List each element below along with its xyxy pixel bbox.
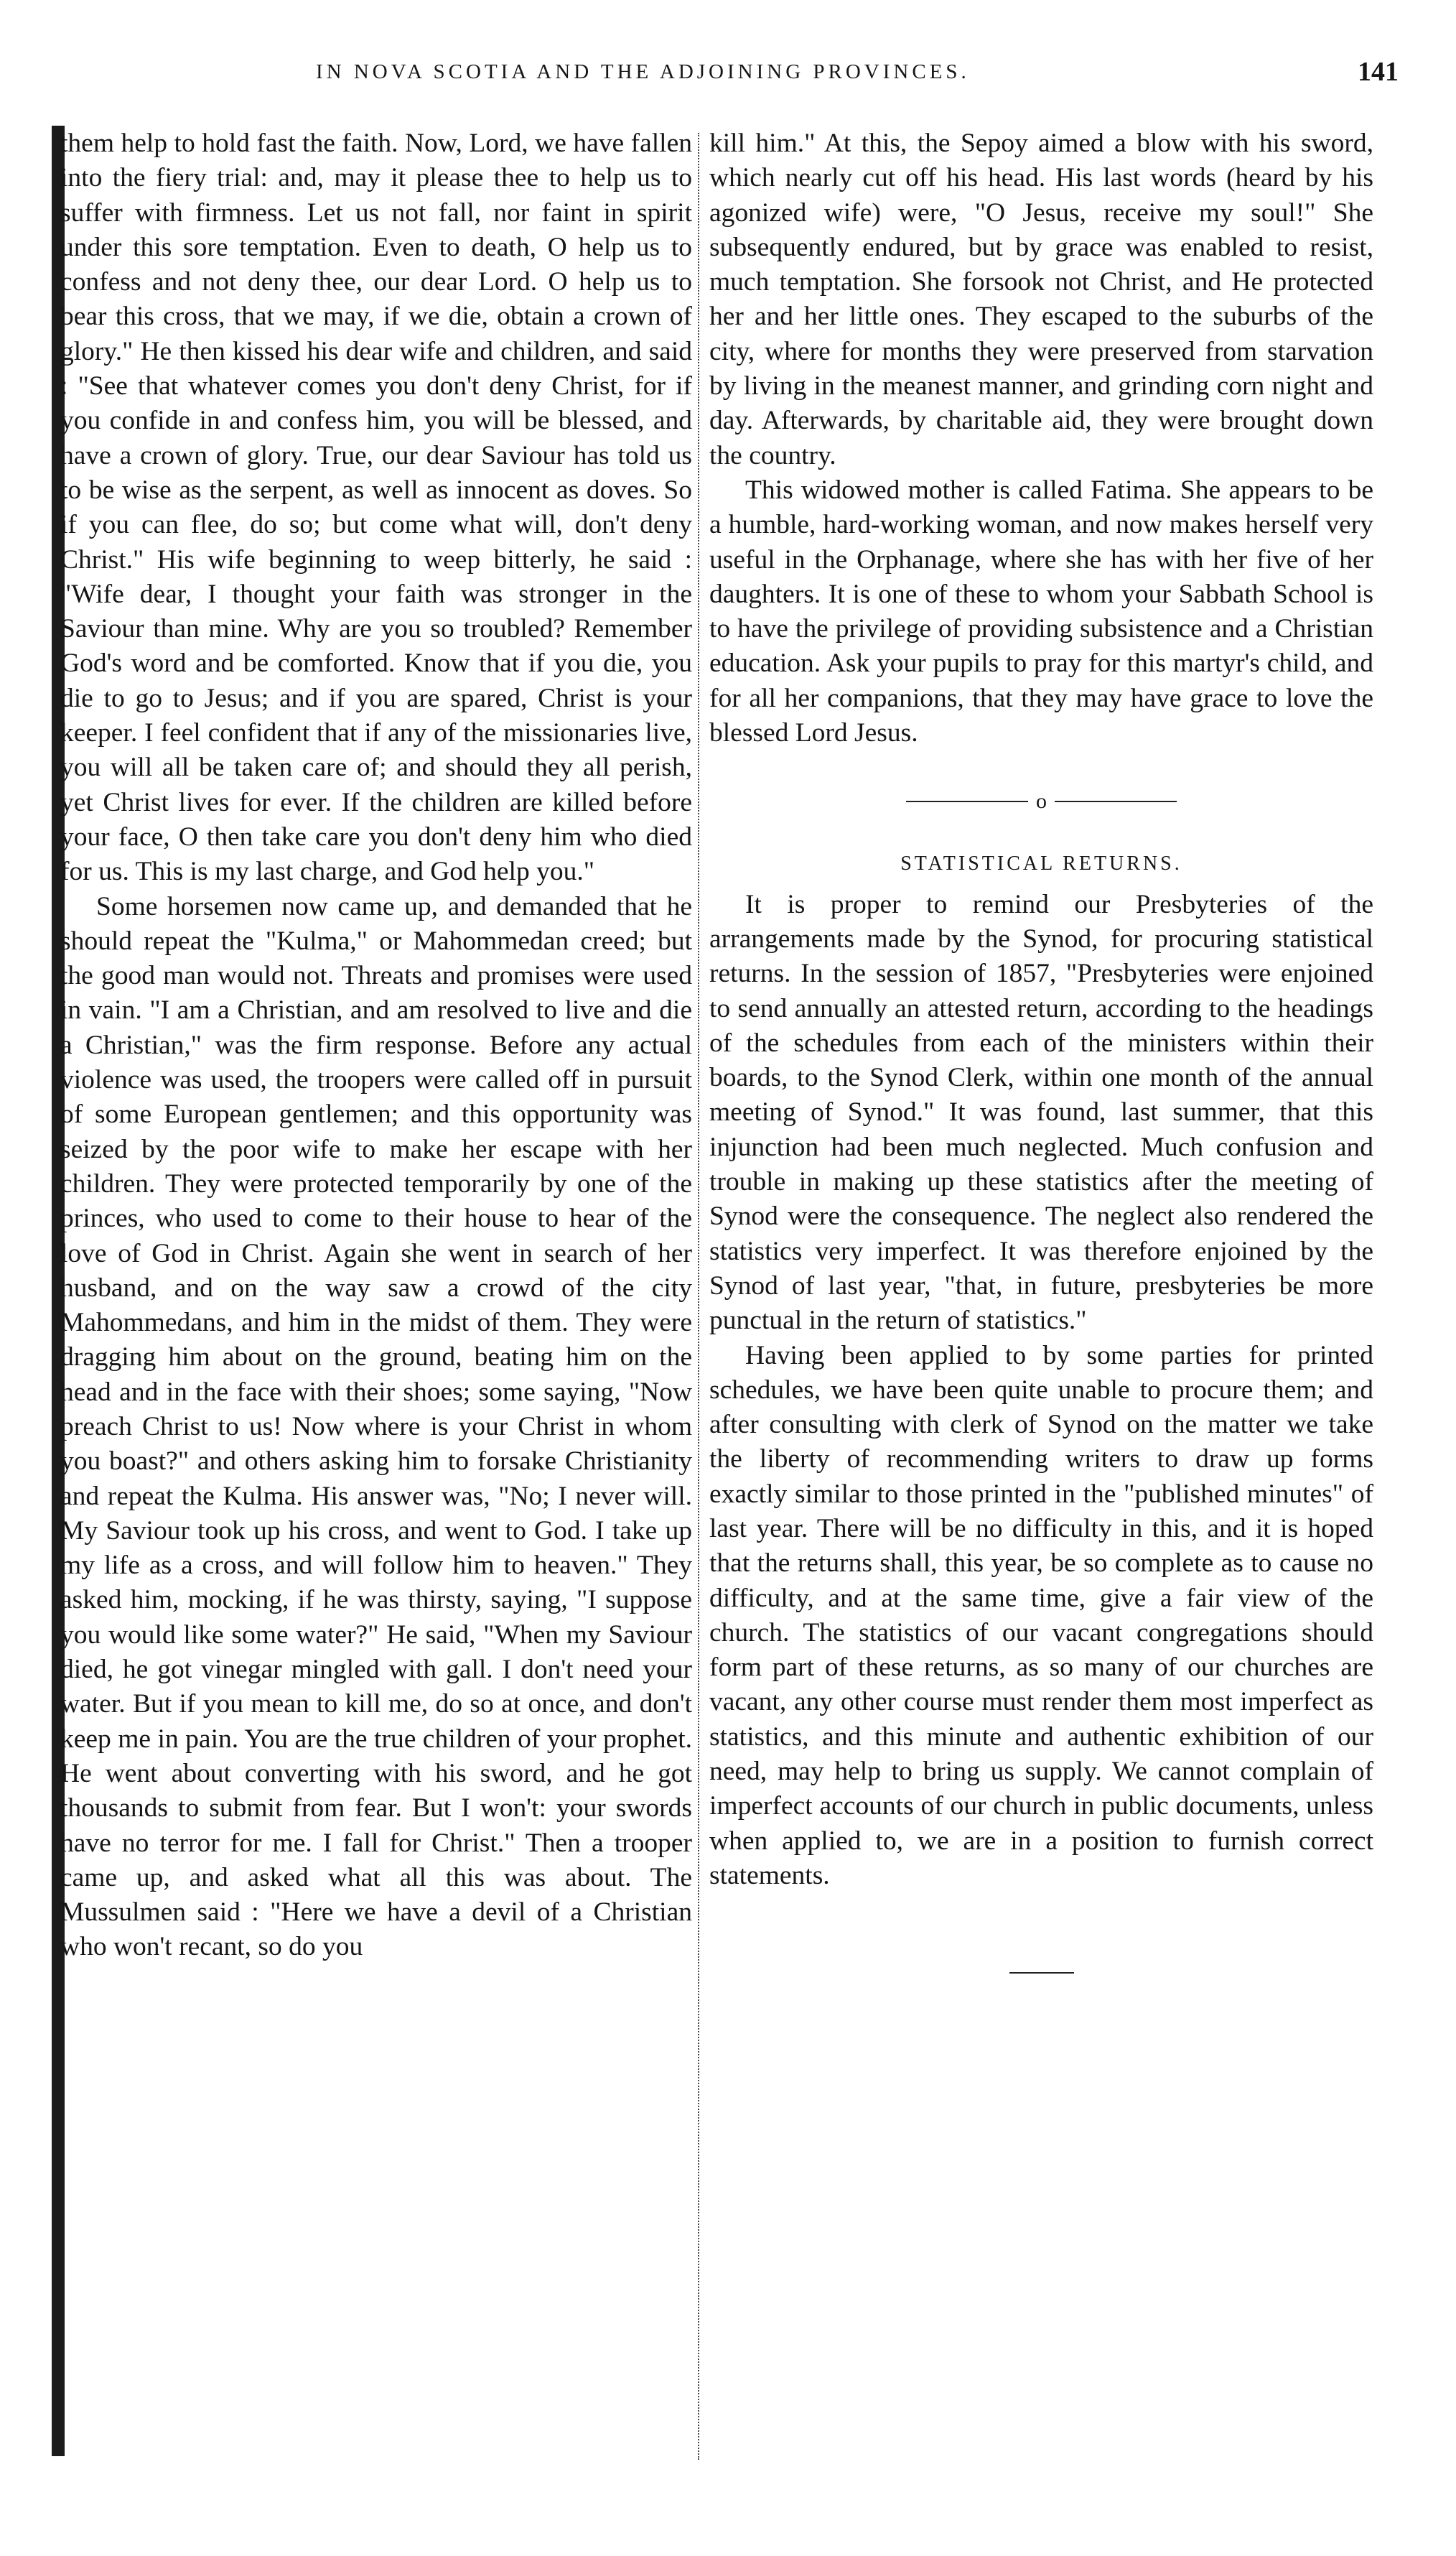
ornament-rule-right (1055, 801, 1177, 802)
end-rule (1009, 1972, 1074, 1974)
paragraph: Some horsemen now came up, and demanded that he should repeat the "Kulma," or Mahommedan creed; but the good man would not. Threats and promises were used in vain. "I am a Christian, and am resolved to live and die a Christian," was the firm response. Before any actual violence was used, the troopers were called off in pursuit of some European gentlemen; and this opportunity was seized by the poor wife to make her escape with her children. They were protected temporarily by one of the princes, who used to come to their house to hear of the love of God in Christ. Again she went in search of her husband, and on the way saw a crowd of the city Mahommedans, and him in the midst of them. They were dragging him about on the ground, beating him on the head and in the face with their shoes; some saying, "Now preach Christ to us! Now where is your Christ in whom you boast?" and others asking him to forsake Christianity and repeat the Kulma. His answer was, "No; I never will. My Saviour took up his cross, and went to God. I take up my life as a cross, and will follow him to heaven." They asked him, mocking, if he was thirsty, saying, "I suppose you would like some water?" He said, "When my Saviour died, he got vinegar mingled with gall. I don't need your water. But if you mean to kill me, do so at once, and don't keep me in pain. You are the true children of your prophet. He went about converting with his sword, and he got thousands to submit from fear. But I won't: your swords have no terror for me. I fall for Christ." Then a trooper came up, and asked what all this was about. The Mussulmen said : "Here we have a devil of a Christian who won't recant, so do you (60, 891, 692, 1962)
ornament-glyph: o (1036, 789, 1047, 813)
paragraph-continued: them help to hold fast the faith. Now, Lord, we have fallen into the fiery trial: and, may it please thee to help us to suffer with firmness. Let us not fall, nor faint in spirit under this sore temptation. Even to death, O help us to confess and not deny thee, our dear Lord. O help us to bear this cross, that we may, if we die, obtain a crown of glory." He then kissed his dear wife and children, and said : "See that whatever comes you don't deny Christ, for if you confide in and confess him, you will be blessed, and have a crown of glory. True, our dear Saviour has told us to be wise as the serpent, as well as innocent as doves. So if you can flee, do so; but come what will, don't deny Christ." His wife beginning to weep bitterly, he said : "Wife dear, I thought your faith was stronger in the Saviour than mine. Why are you so troubled? Remember God's word and be comforted. Know that if you die, you die to go to Jesus; and if you are spared, Christ is your keeper. I feel confident that if any of the missionaries live, you will all be taken care of; and should they all perish, yet Christ lives for ever. If the children are killed before your face, O then take care you don't deny him who died for us. This is my last charge, and God help you." (60, 129, 692, 887)
ornament-rule-left (906, 801, 1028, 802)
paragraph: It is proper to remind our Presbyteries of the arrangements made by the Synod, for procuring statistical returns. In the session of 1857, "Presbyteries were enjoined to send annually an attested return, according to the headings of the schedules from each of the ministers within their boards, to the Synod Clerk, within one month of the annual meeting of Synod." It was found, last summer, that this injunction had been much neglected. Much confusion and trouble in making up these statistics after the meeting of Synod were the consequence. The neglect also rendered the statistics very imperfect. It was therefore enjoined by the Synod of last year, "that, in future, presbyteries be more punctual in the return of statistics." (709, 889, 1373, 1336)
running-head: IN NOVA SCOTIA AND THE ADJOINING PROVINCES. (316, 60, 970, 83)
left-column (60, 126, 692, 1965)
section-ornament (709, 782, 1373, 811)
paragraph: Having been applied to by some parties for printed schedules, we have been quite unable to procure them; and after consulting with clerk of Synod on the matter we take the liberty of recommending writers to draw up forms exactly similar to those printed in the "published minutes" of last year. There will be no difficulty in this, and it is hoped that the returns shall, this year, be so complete as to cause no difficulty, and at the same time, give a fair view of the church. The statistics of our vacant congregations should form part of these returns, as so many of our churches are vacant, any other course must render them most imperfect as statistics, and this minute and authentic exhibition of our need, may help to bring us supply. We cannot complain of imperfect accounts of our church in public documents, unless when applied to, we are in a position to furnish correct statements. (709, 1340, 1373, 1890)
section-heading: STATISTICAL RETURNS. (900, 852, 1182, 875)
paragraph: This widowed mother is called Fatima. She appears to be a humble, hard-working woman, and now makes herself very useful in the Orphanage, where she has with her five of her daughters. It is one of these to whom your Sabbath School is to have the privilege of providing subsistence and a Christian education. Ask your pupils to pray for this martyr's child, and for all her companions, that they may have grace to love the blessed Lord Jesus. (709, 475, 1373, 748)
right-column (709, 126, 1373, 1974)
column-divider (698, 133, 699, 2460)
page-number: 141 (1358, 57, 1399, 87)
paragraph-continued: kill him." At this, the Sepoy aimed a blow with his sword, which nearly cut off his head. His last words (heard by his agonized wife) were, "O Jesus, receive my soul!" She subsequently endured, but by grace was enabled to resist, much temptation. She forsook not Christ, and He protected her and her little ones. They escaped to the suburbs of the city, where for months they were preserved from starvation by living in the meanest manner, and grinding corn night and day. Afterwards, by charitable aid, they were brought down the country. (709, 129, 1373, 470)
